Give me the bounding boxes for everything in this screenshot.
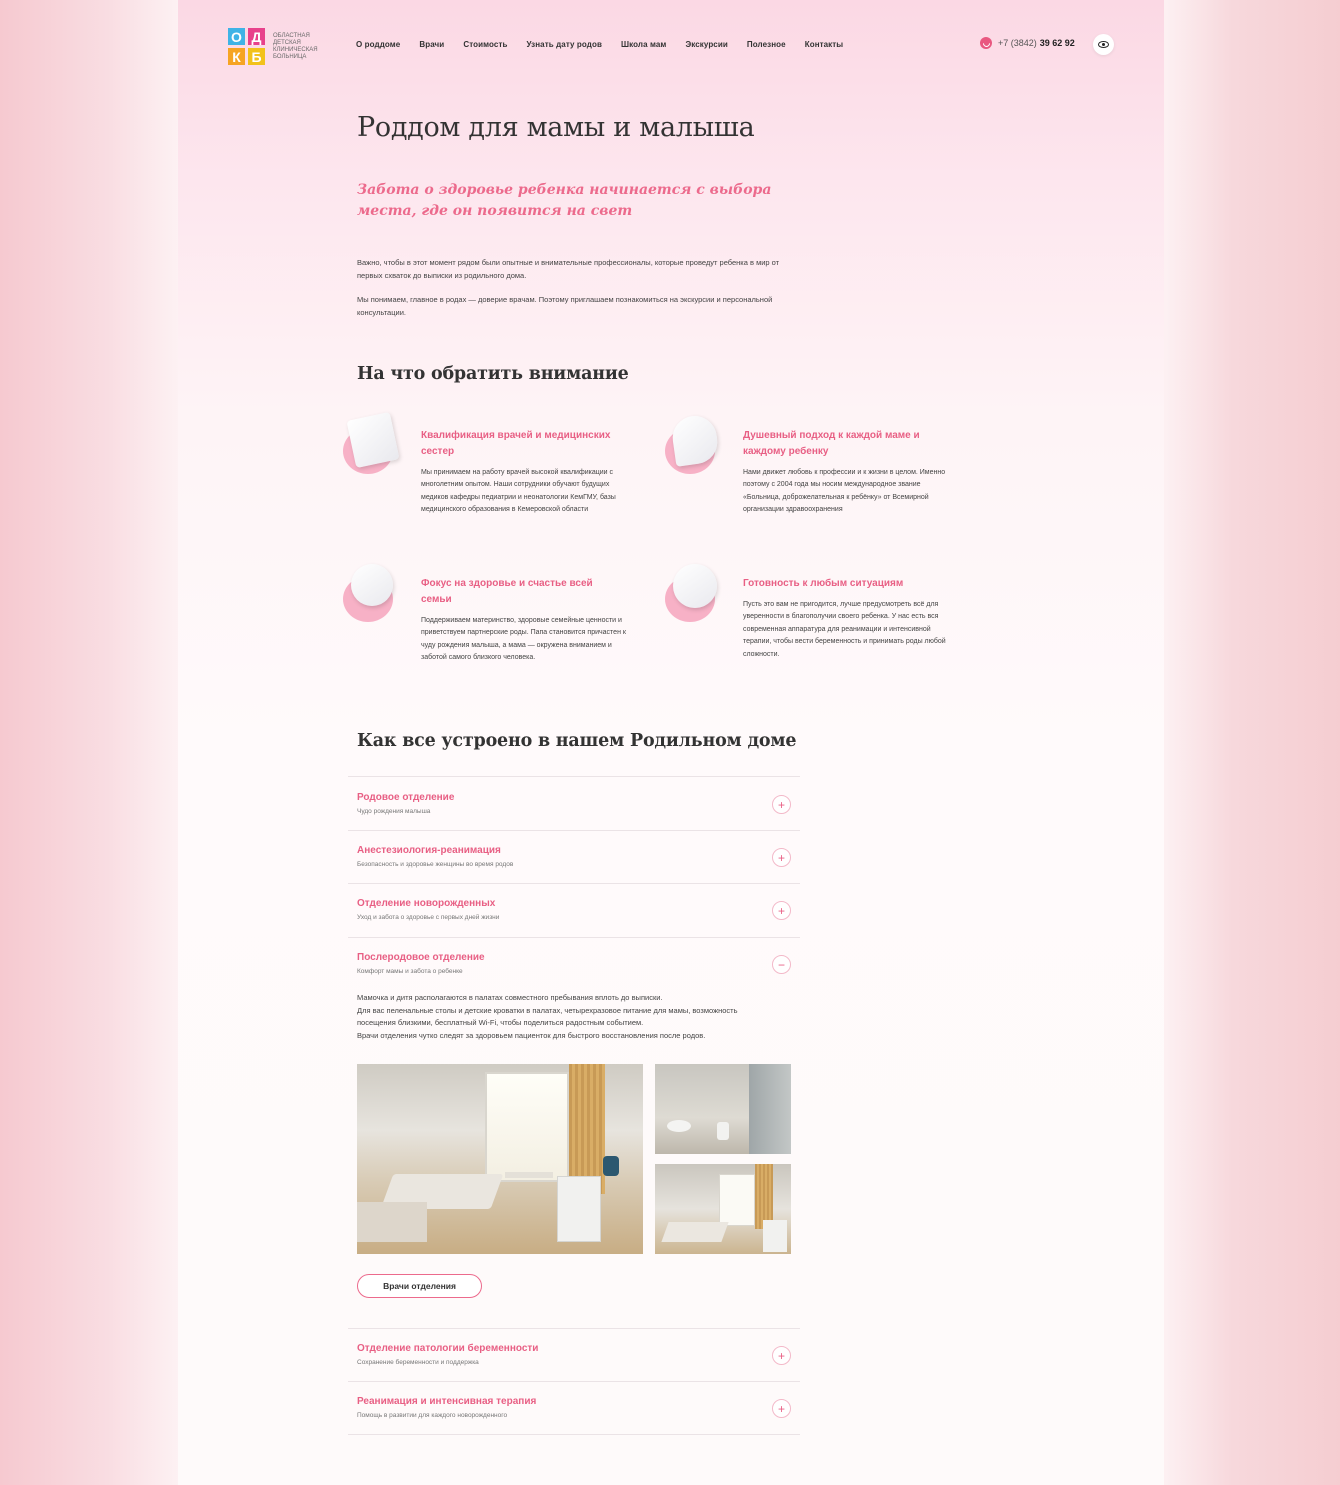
accordion-item-anesthesiology[interactable]: [348, 830, 800, 884]
accessibility-button[interactable]: [1093, 34, 1114, 55]
nav-mom-school[interactable]: Школа мам: [620, 40, 667, 49]
feature-text: Пусть это вам не пригодится, лучше предусмотреть всё для уверенности в благополучии своего ребенка. У нас есть вся современная аппаратура для реанимации и интенсивной терапии, чтобы вести беременность и принимать роды любой сложности.: [743, 601, 946, 658]
phone-number: 39 62 92: [1039, 38, 1075, 48]
accordion-item-maternity[interactable]: [348, 776, 800, 830]
nav-due-date[interactable]: Узнать дату родов: [526, 40, 602, 49]
hero-paragraph-1: Важно, чтобы в этот момент рядом были опытные и внимательные профессионалы, которые проведут ребенка в мир от первых схваток до выписки из родильного дома.: [357, 258, 780, 280]
postpartum-text-1: Мамочка и дитя располагаются в палатах совместного пребывания вплоть до выписки.: [357, 993, 663, 1002]
logo-letter-d: Д: [248, 28, 265, 45]
department-doctors-button[interactable]: Врачи отделения: [357, 1274, 482, 1298]
expand-plus-icon[interactable]: +: [772, 901, 791, 920]
logo-letter-b: Б: [248, 48, 265, 65]
smile-icon: [343, 564, 403, 624]
phone-prefix: +7 (3842): [998, 38, 1037, 48]
accordion-subtitle: Безопасность и здоровье женщины во время родов: [357, 861, 514, 868]
ward-photo-bathroom[interactable]: [655, 1064, 791, 1154]
clock-icon: [665, 564, 725, 624]
accordion-item-postpartum[interactable]: [348, 937, 800, 991]
accordion-title: Анестезиология-реанимация: [357, 845, 501, 856]
logo-letter-o: О: [228, 28, 245, 45]
accordion-title: Отделение новорожденных: [357, 898, 496, 909]
postpartum-text-3: Врачи отделения чутко следят за здоровьем пациенток для быстрого восстановления после родов.: [357, 1030, 706, 1040]
expand-plus-icon[interactable]: +: [772, 1346, 791, 1365]
logo[interactable]: [228, 28, 323, 65]
accordion-subtitle: Сохранение беременности и поддержка: [357, 1359, 479, 1366]
logo-mark: [228, 28, 265, 65]
attention-heading: На что обратить внимание: [357, 364, 629, 384]
feature-title: Квалификация врачей и медицинских сестер: [421, 430, 611, 457]
accordion-title: Послеродовое отделение: [357, 952, 485, 963]
nav-prices[interactable]: Стоимость: [463, 40, 508, 49]
ward-photo-room[interactable]: [655, 1164, 791, 1254]
feature-title: Душевный подход к каждой маме и каждому ребенку: [743, 430, 920, 457]
expand-plus-icon[interactable]: +: [772, 1399, 791, 1418]
accordion-subtitle: Уход и забота о здоровье с первых дней жизни: [357, 914, 500, 921]
feature-title: Готовность к любым ситуациям: [743, 578, 904, 589]
expand-plus-icon[interactable]: +: [772, 848, 791, 867]
phone-icon: [980, 37, 992, 49]
postpartum-text-2: Для вас пеленальные столы и детские кроватки в палатах, четырехразовое питание для мамы, возможность посещения близкими, бесплатный Wi-Fi, чтобы поделиться радостным событием.: [357, 1005, 738, 1027]
accordion-item-pregnancy-pathology[interactable]: [348, 1328, 800, 1382]
nav-doctors[interactable]: Врачи: [419, 40, 445, 49]
accordion-subtitle: Помощь в развитии для каждого новорожденного: [357, 1412, 508, 1419]
accordion-title: Реанимация и интенсивная терапия: [357, 1396, 537, 1407]
collapse-minus-icon[interactable]: −: [772, 955, 791, 974]
certificate-icon: [343, 416, 403, 476]
expand-plus-icon[interactable]: +: [772, 795, 791, 814]
feature-text: Мы принимаем на работу врачей высокой квалификации с многолетним опытом. Наши сотрудники обучают будущих медиков кафедры педиатрии и неонатологии КемГМУ, базы медицинского образования в Кемеровской области: [421, 469, 616, 514]
nav-tours[interactable]: Экскурсии: [685, 40, 728, 49]
accordion-subtitle: Комфорт мамы и забота о ребенке: [357, 968, 463, 975]
logo-letter-k: К: [228, 48, 245, 65]
accordion-item-intensive-care[interactable]: [348, 1381, 800, 1435]
accordion-item-newborns[interactable]: [348, 883, 800, 937]
ward-photo-main[interactable]: [357, 1064, 643, 1254]
nav-about[interactable]: О роддоме: [356, 40, 401, 49]
hero-subtitle: Забота о здоровье ребенка начинается с выбора места, где он появится на свет: [357, 182, 772, 219]
main-nav: [356, 40, 843, 49]
eye-icon: [1098, 41, 1109, 48]
accordion-subtitle: Чудо рождения малыша: [357, 808, 431, 815]
hero-paragraph-2: Мы понимаем, главное в родах — доверие врачам. Поэтому приглашаем познакомиться на экскурсии и персональной консультации.: [357, 295, 773, 317]
accordion-title: Родовое отделение: [357, 792, 455, 803]
feature-text: Нами движет любовь к профессии и к жизни в целом. Именно поэтому с 2004 года мы носим международное звание «Больница, доброжелательная к ребёнку» от Всемирной организации здравоохранения: [743, 469, 946, 514]
structure-heading: Как все устроено в нашем Родильном доме: [357, 731, 797, 751]
accordion-title: Отделение патологии беременности: [357, 1343, 539, 1354]
heart-icon: [665, 416, 725, 476]
page: [178, 0, 1164, 1485]
nav-useful[interactable]: Полезное: [746, 40, 786, 49]
nav-contacts[interactable]: Контакты: [804, 40, 844, 49]
logo-text: ОБЛАСТНАЯ ДЕТСКАЯ КЛИНИЧЕСКАЯ БОЛЬНИЦА: [273, 32, 318, 60]
feature-title: Фокус на здоровье и счастье всей семьи: [421, 578, 593, 605]
page-title: Роддом для мамы и малыша: [357, 112, 755, 143]
phone-link[interactable]: [980, 37, 1075, 49]
postpartum-description: [357, 992, 777, 1042]
feature-text: Поддерживаем материнство, здоровые семейные ценности и приветствуем партнерские роды. Папа становится причастен к чуду рождения малыша, а мама — окружена вниманием и заботой самого близкого человека.: [421, 617, 626, 662]
